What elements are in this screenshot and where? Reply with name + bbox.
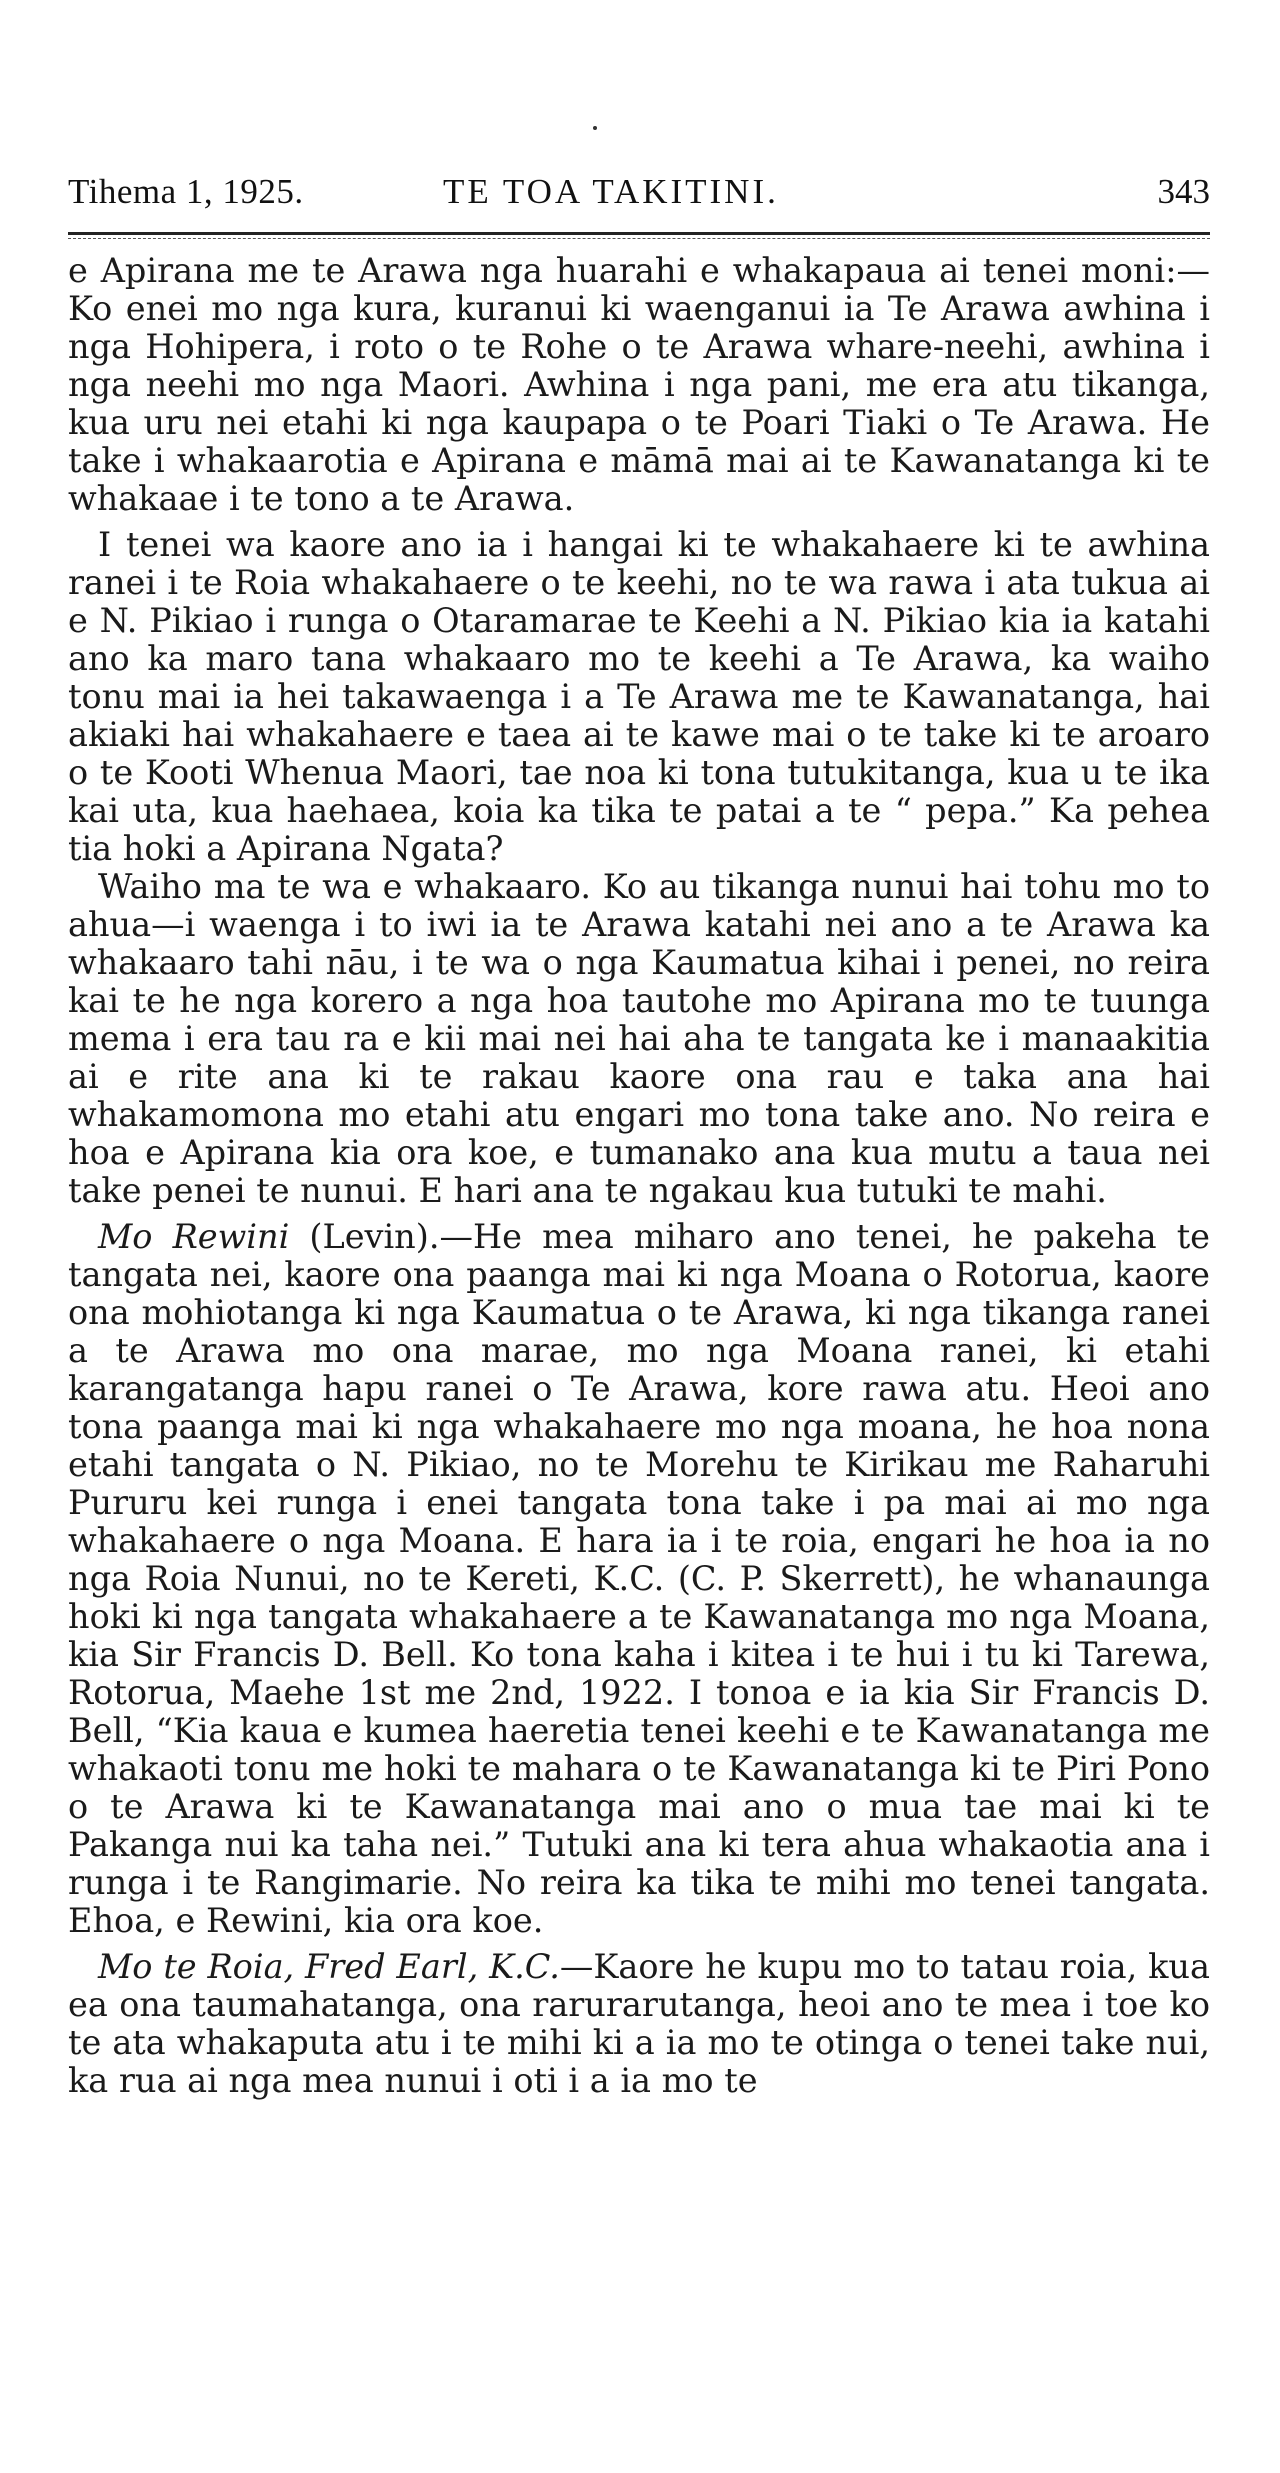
paragraph-text: Waiho ma te wa e whakaaro. Ko au tikanga nunui hai tohu mo to ahua—i waenga i to iwi ia te Arawa katahi nei ano a te Arawa ka whakaaro tahi nāu, i te wa o nga Kaumatua kihai i penei, no reira kai te he nga korero a nga hoa tautohe mo Apirana mo te tuunga mema i era tau ra e kii mai nei hai aha te tangata ke i manaakitia ai e rite ana ki te rakau kaore ona rau e taka ana hai whakamomona mo etahi atu engari mo tona take ano. No reira e hoa e Apirana kia ora koe, e tumanako ana kua mutu a taua nei take penei te nunui. E hari ana te ngakau kua tutuki te mahi. [68,867,1210,1210]
newspaper-page [68,0,1210,2473]
paragraph [68,1948,1210,2100]
paragraph-lead: Mo Rewini [98,1217,290,1256]
issue-date: Tihema 1, 1925. [68,172,304,211]
paragraph [68,526,1210,868]
paragraph-text: I tenei wa kaore ano ia i hangai ki te whakahaere ki te awhina ranei i te Roia whakahaere o te keehi, no te wa rawa i ata tukua ai e N. Pikiao i runga o Otaramarae te Keehi a N. Pikiao kia ia katahi ano ka maro tana whakaaro mo te keehi a Te Arawa, ka waiho tonu mai ia hei takawaenga i a Te Arawa me te Kawanatanga, hai akiaki hai whakahaere e taea ai te kawe mai o te take ki te aroaro o te Kooti Whenua Maori, tae noa ki tona tutukitanga, kua u te ika kai uta, kua haehaea, koia ka tika te patai a te “ pepa.” Ka pehea tia hoki a Apirana Ngata? [68,525,1210,868]
paragraph-text: e Apirana me te Arawa nga huarahi e whakapaua ai tenei moni:—Ko enei mo nga kura, kuranui ki waenganui ia Te Arawa awhina i nga Hohipera, i roto o te Rohe o te Arawa whare-neehi, awhina i nga neehi mo nga Maori. Awhina i nga pani, me era atu tikanga, kua uru nei etahi ki nga kaupapa o te Poari Tiaki o Te Arawa. He take i whakaarotia e Apirana e māmā mai ai te Kawanatanga ki te whakaae i te tono a te Arawa. [68,251,1210,518]
paragraph [68,868,1210,1210]
article-body [68,252,1210,2108]
paragraph-text: —Kaore he kupu mo to tatau roia, kua ea ona taumahatanga, ona rarurarutanga, heoi ano te mea i toe ko te ata whakaputa atu i te mihi ki a ia mo te otinga o tenei take nui, ka rua ai nga mea nunui i oti i a ia mo te [68,1947,1210,2100]
paragraph-text: (Levin).—He mea miharo ano tenei, he pakeha te tangata nei, kaore ona paanga mai ki nga Moana o Rotorua, kaore ona mohiotanga ki nga Kaumatua o te Arawa, ki nga tikanga ranei a te Arawa mo ona marae, mo nga Moana ranei, ki etahi karangatanga hapu ranei o Te Arawa, kore rawa atu. Heoi ano tona paanga mai ki nga whakahaere mo nga moana, he hoa nona etahi tangata o N. Pikiao, no te Morehu te Kirikau me Raharuhi Pururu kei runga i enei tangata tona take i pa mai ai mo nga whakahaere o nga Moana. E hara ia i te roia, engari he hoa ia no nga Roia Nunui, no te Kereti, K.C. (C. P. Skerrett), he whanaunga hoki ki nga tangata whakahaere a te Kawanatanga mo nga Moana, kia Sir Francis D. Bell. Ko tona kaha i kitea i te hui i tu ki Tarewa, Rotorua, Maehe 1st me 2nd, 1922. I tonoa e ia kia Sir Francis D. Bell, “Kia kaua e kumea haeretia tenei keehi e te Kawanatanga me whakaoti tonu me hoki te mahara o te Kawanatanga ki te Piri Pono o te Arawa ki te Kawanatanga mai ano o mua tae mai ki te Pakanga nui ka taha nei.” Tutuki ana ki tera ahua whakaotia ana i runga i te Rangimarie. No reira ka tika te mihi mo tenei tangata. Ehoa, e Rewini, kia ora koe. [68,1217,1210,1940]
publication-title: TE TOA TAKITINI. [443,172,779,211]
header-rule [68,232,1210,235]
print-speck [593,126,597,130]
header-rule-thin [68,238,1210,239]
paragraph [68,1218,1210,1940]
paragraph [68,252,1210,518]
page-header [68,168,1210,216]
page-number: 343 [1157,172,1210,211]
paragraph-lead: Mo te Roia, Fred Earl, K.C. [98,1947,560,1986]
